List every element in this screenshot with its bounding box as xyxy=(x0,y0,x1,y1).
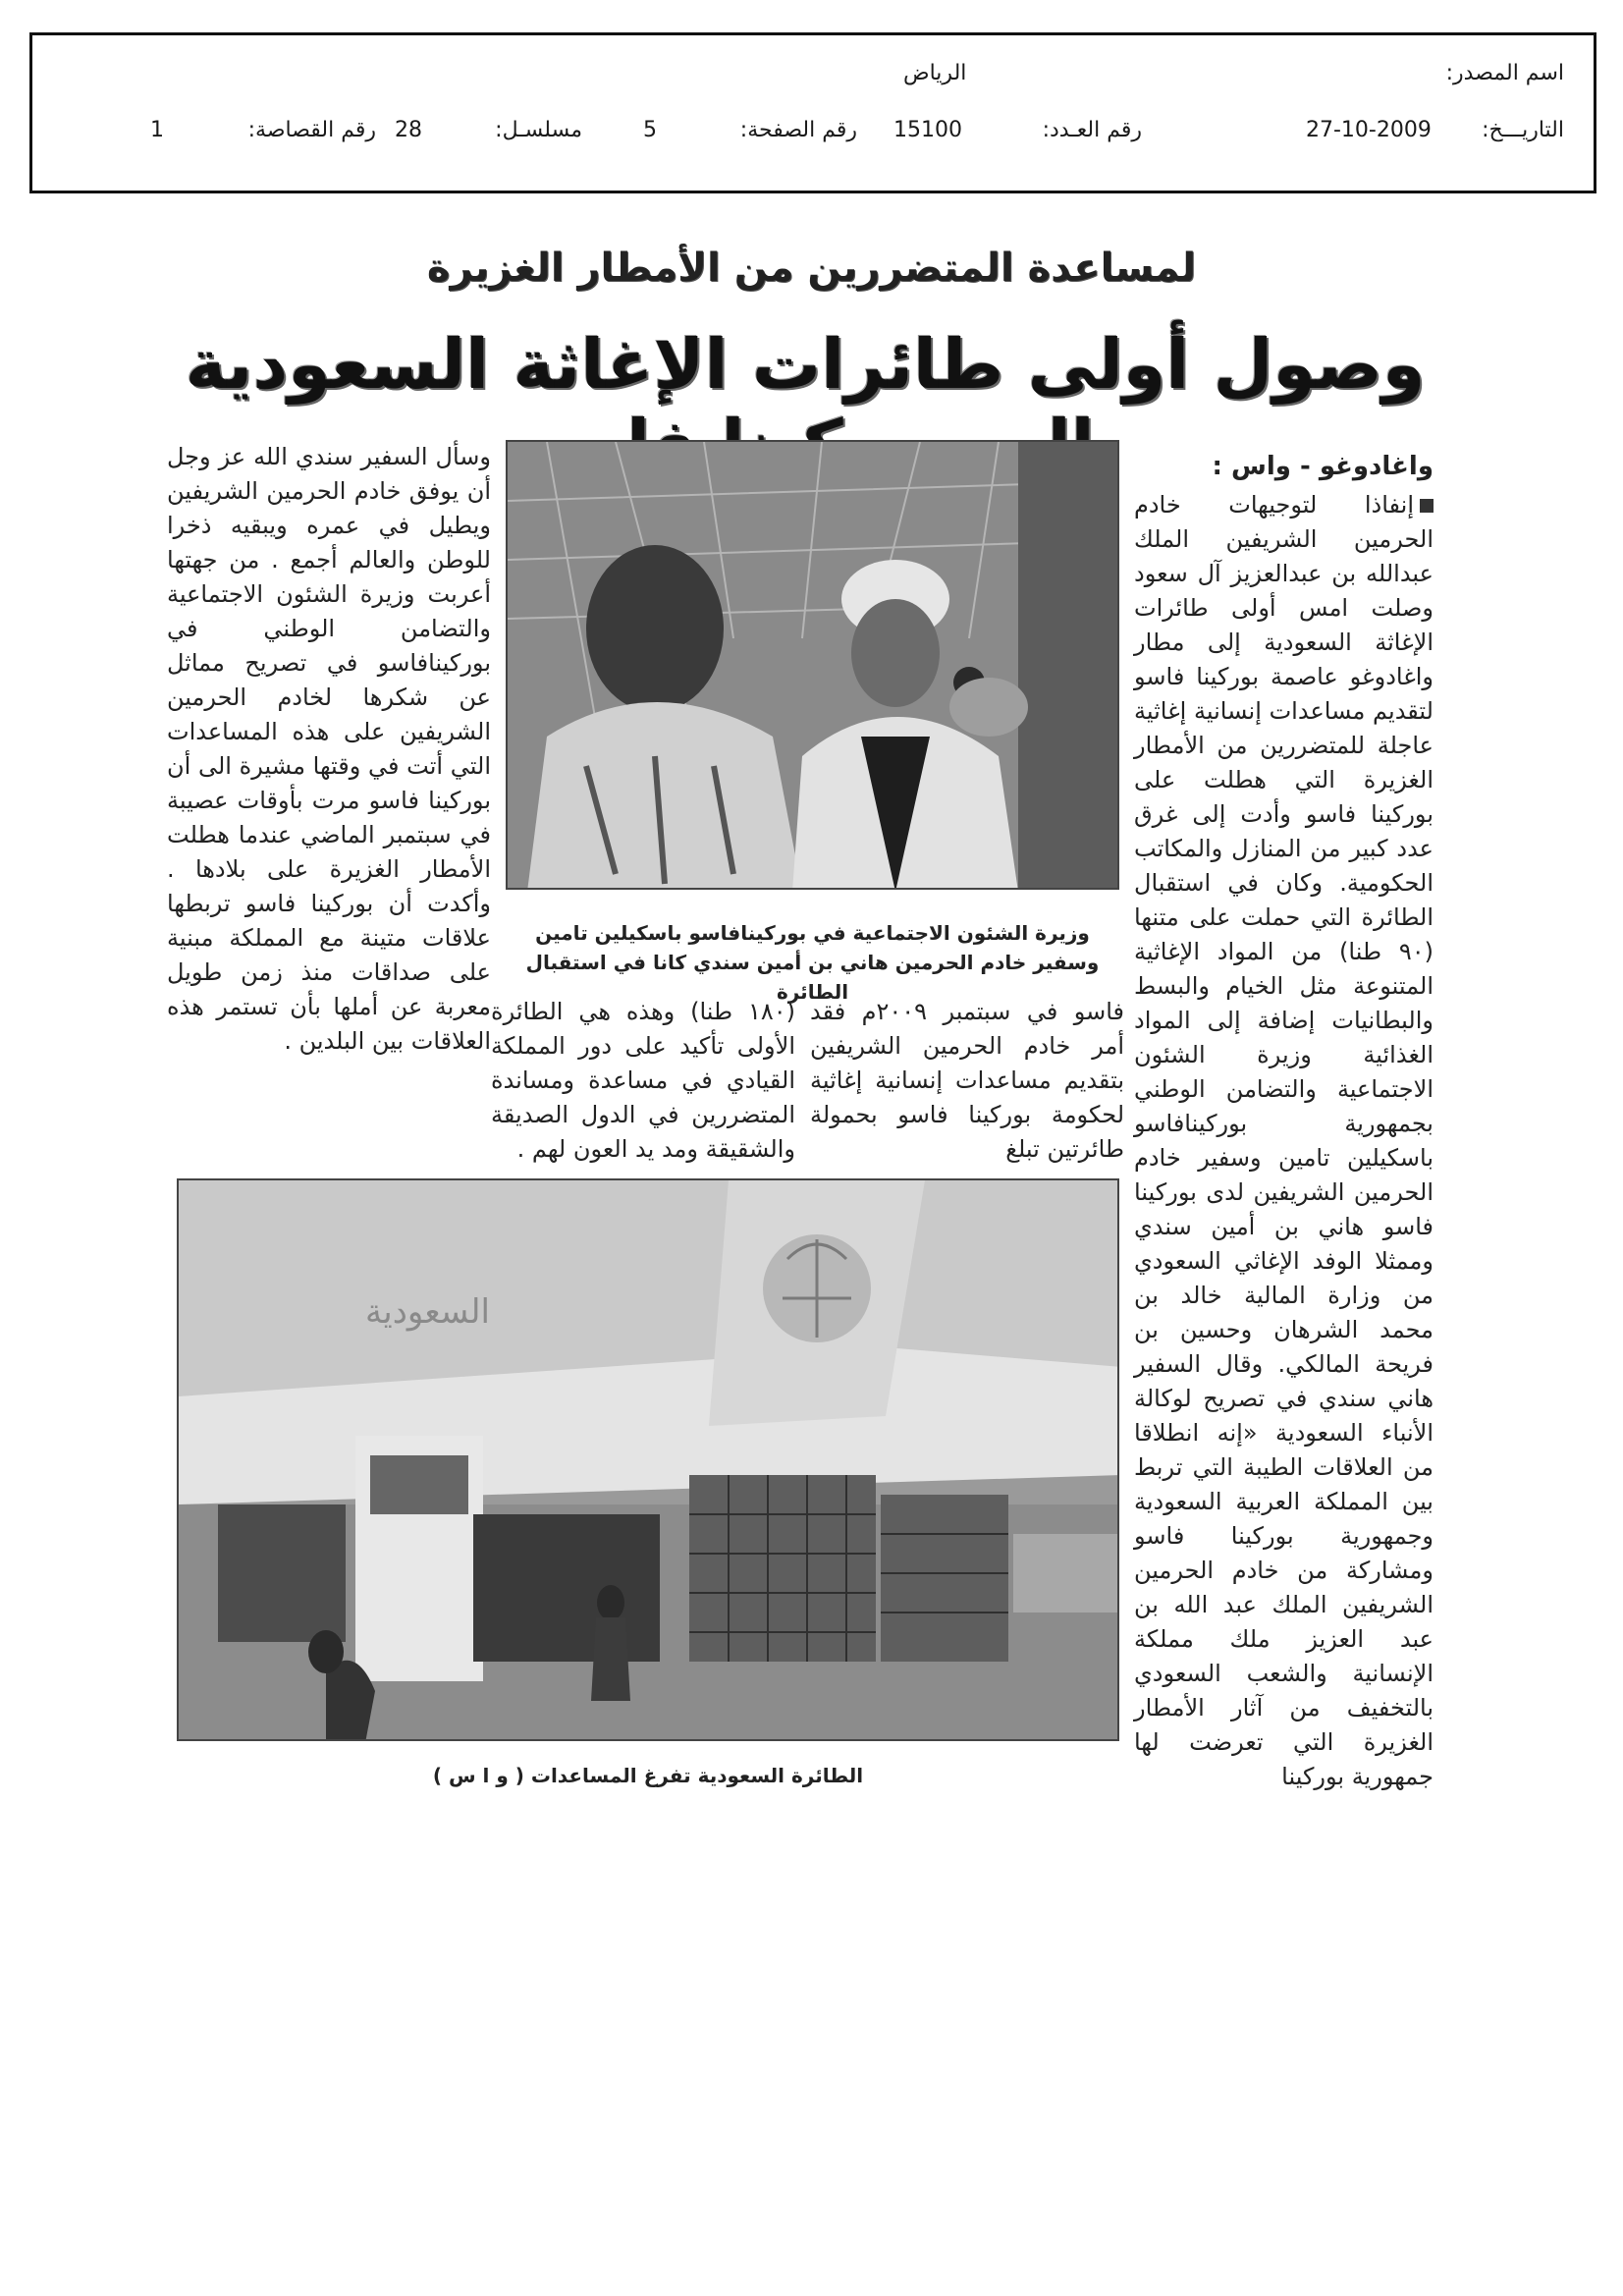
photo-minister-ambassador-image xyxy=(508,442,1119,890)
svg-text:السعودية: السعودية xyxy=(365,1292,490,1332)
source-value: الرياض xyxy=(903,61,967,85)
photo2-caption: الطائرة السعودية تفرغ المساعدات ( و ا س ) xyxy=(432,1764,864,1787)
photo-aircraft-unloading-image xyxy=(179,1180,1119,1741)
source-label: اسم المصدر: xyxy=(1445,61,1564,85)
article-dateline: واغادوغو - واس : xyxy=(1212,452,1434,481)
date-label: التاريـــخ: xyxy=(1482,118,1564,142)
article-text-mid-right: فاسو في سبتمبر ٢٠٠٩م فقد أمر خادم الحرمين الشريفين بتقديم مساعدات إنسانية إغاثية لحكومة بوركينا فاسو بحمولة طائرتين تبلغ xyxy=(810,998,1124,1163)
article-headline: وصول أولى طائرات الإغاثة السعودية xyxy=(185,324,1426,405)
serial-label: مسلسـل: xyxy=(495,118,582,142)
page-label: رقم الصفحة: xyxy=(739,118,857,142)
article-column-mid-left xyxy=(491,995,795,1167)
article-column-mid-right xyxy=(810,995,1124,1167)
photo-aircraft-unloading xyxy=(177,1178,1119,1741)
clip-label: رقم القصاصة: xyxy=(247,118,376,142)
serial-value: 28 xyxy=(395,118,422,142)
article-kicker: لمساعدة المتضررين من الأمطار الغزيرة xyxy=(426,246,1197,291)
photo-minister-ambassador xyxy=(506,440,1119,890)
issue-label: رقم العـدد: xyxy=(1042,118,1142,142)
photo1-caption: وزيرة الشئون الاجتماعية في بوركينافاسو باسكيلين تامين وسفير خادم الحرمين هاني بن أمين سندي كانا في استقبال الطائرة xyxy=(525,921,1100,1004)
article-text-right: إنفاذا لتوجيهات خادم الحرمين الشريفين الملك عبدالله بن عبدالعزيز آل سعود وصلت امس أولى طائرات الإغاثة السعودية إلى مطار واغادوغو عاصمة بوركينا فاسو لتقديم مساعدات إنسانية إغاثية عاجلة للمتضررين من الأمطار الغزيرة التي هطلت على بوركينا فاسو وأدت إلى غرق عدد كبير من المنازل والمكاتب الحكومية. وكان في استقبال الطائرة التي حملت على متنها (٩٠ طنا) من المواد الإغاثية المتنوعة مثل الخيام والبسط والبطانيات إضافة إلى المواد الغذائية وزيرة الشئون الاجتماعية والتضامن الوطني بجمهورية بوركينافاسو باسكيلين تامين وسفير خادم الحرمين الشريفين لدى بوركينا فاسو هاني بن أمين سندي وممثلا الوفد الإغاثي السعودي من وزارة المالية خالد بن محمد الشرهان وحسين بن فريحة المالكي. وقال السفير هاني سندي في تصريح لوكالة الأنباء السعودية «إنه انطلاقا من العلاقات الطيبة التي تربط بين المملكة العربية السعودية وجمهورية بوركينا فاسو ومشاركة من خادم الحرمين الشريفين الملك عبد الله بن عبد العزيز ملك مملكة الإنسانية والشعب السعودي بالتخفيف من آثار الأمطار الغزيرة التي تعرضت لها جمهورية بوركينا xyxy=(1134,491,1434,1790)
article-column-left xyxy=(167,440,491,1059)
date-value: 27-10-2009 xyxy=(1306,118,1432,142)
clipping-header-box xyxy=(29,32,1596,193)
clip-value: 1 xyxy=(150,118,164,142)
page-value: 5 xyxy=(643,118,657,142)
bullet-square-icon xyxy=(1420,499,1434,513)
issue-value: 15100 xyxy=(893,118,962,142)
article-text-mid-left: (١٨٠ طنا) وهذه هي الطائرة الأولى تأكيد على دور المملكة القيادي في مساعدة ومساندة المتضررين في الدول الصديقة والشقيقة ومد يد العون لهم . xyxy=(491,998,795,1163)
article-column-right xyxy=(1134,450,1434,1794)
article-text-left: وسأل السفير سندي الله عز وجل أن يوفق خادم الحرمين الشريفين ويطيل في عمره ويبقيه ذخرا للوطن والعالم أجمع . من جهتها أعربت وزيرة الشئون الاجتماعية والتضامن الوطني في بوركينافاسو في تصريح مماثل عن شكرها لخادم الحرمين الشريفين على هذه المساعدات التي أتت في وقتها مشيرة الى أن بوركينا فاسو مرت بأوقات عصيبة في سبتمبر الماضي عندما هطلت الأمطار الغزيرة على بلادها . وأكدت أن بوركينا فاسو تربطها علاقات متينة مع المملكة مبنية على صداقات منذ زمن طويل معربة عن أملها بأن تستمر هذه العلاقات بين البلدين . xyxy=(167,443,491,1055)
